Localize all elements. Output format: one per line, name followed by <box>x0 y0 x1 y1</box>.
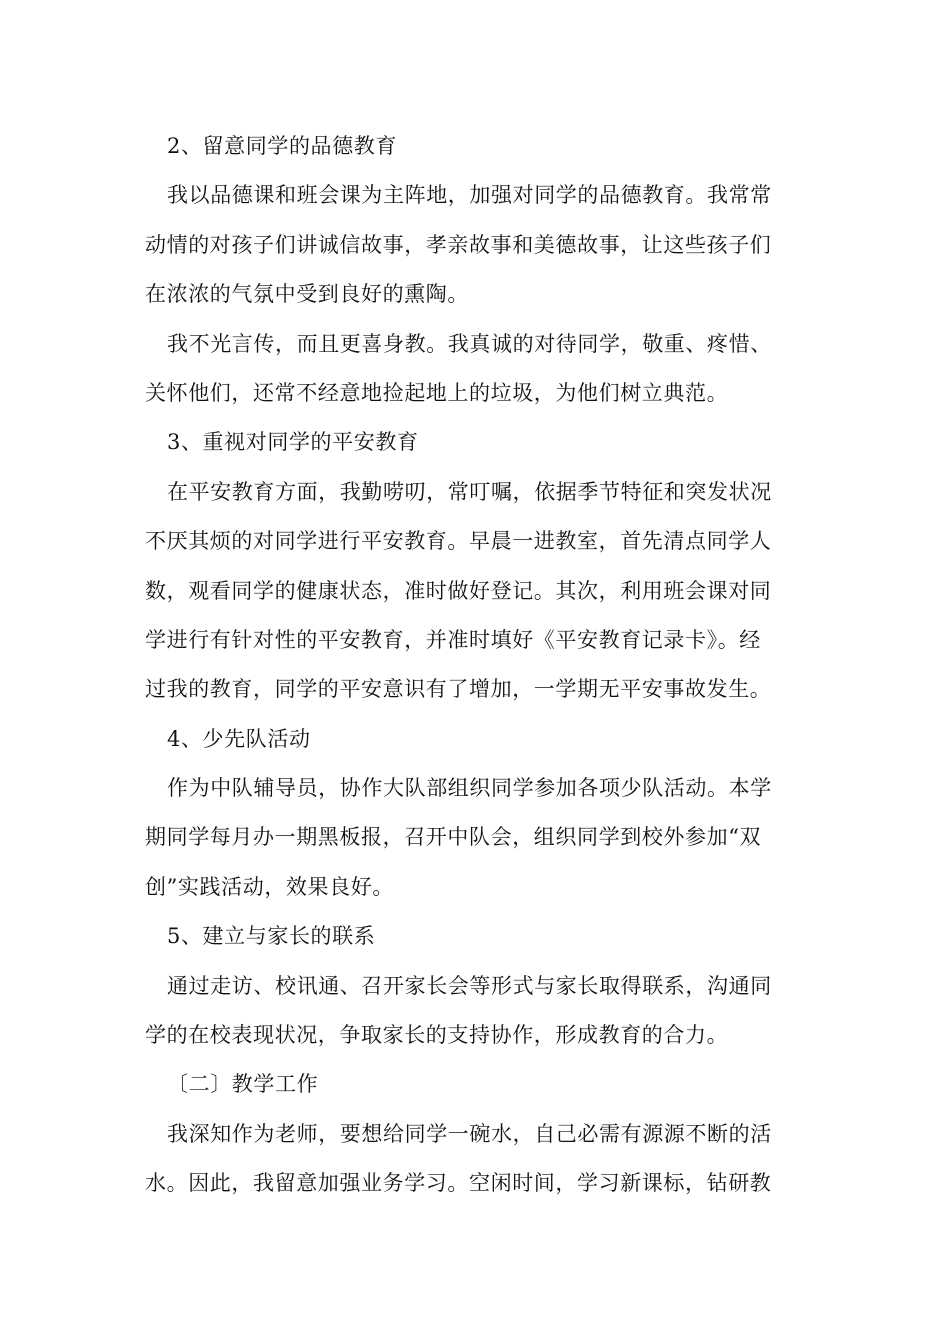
paragraph-line: 不厌其烦的对同学进行平安教育。早晨一进教室，首先清点同学人 <box>145 529 772 554</box>
paragraph-line: 学的在校表现状况，争取家长的支持协作，形成教育的合力。 <box>145 1023 729 1048</box>
paragraph-line: 关怀他们，还常不经意地捡起地上的垃圾，为他们树立典范。 <box>145 380 729 405</box>
paragraph-line: 期同学每月办一期黑板报，召开中队会，组织同学到校外参加“双 <box>145 825 762 850</box>
section-heading-safety-education: 3、重视对同学的平安教育 <box>167 430 419 455</box>
paragraph-line: 过我的教育，同学的平安意识有了增加，一学期无平安事故发生。 <box>145 677 772 702</box>
document-page <box>145 122 805 1209</box>
section-heading-parent-contact: 5、建立与家长的联系 <box>167 924 376 949</box>
paragraph-line: 创”实践活动，效果良好。 <box>145 874 394 899</box>
paragraph-line: 数，观看同学的健康状态，准时做好登记。其次，利用班会课对同 <box>145 578 772 603</box>
paragraph-line: 在浓浓的气氛中受到良好的熏陶。 <box>145 282 469 307</box>
paragraph-line: 水。因此，我留意加强业务学习。空闲时间，学习新课标，钻研教 <box>145 1171 772 1196</box>
section-heading-moral-education: 2、留意同学的品德教育 <box>167 134 397 158</box>
paragraph-line: 作为中队辅导员，协作大队部组织同学参加各项少队活动。本学 <box>167 776 772 801</box>
section-heading-teaching-work: 〔二〕教学工作 <box>167 1072 319 1097</box>
paragraph-line: 学进行有针对性的平安教育，并准时填好《平安教育记录卡》。经 <box>145 627 761 652</box>
paragraph-line: 在平安教育方面，我勤唠叨，常叮嘱，依据季节特征和突发状况 <box>167 479 772 504</box>
section-heading-young-pioneers: 4、少先队活动 <box>167 726 311 751</box>
paragraph-line: 通过走访、校讯通、召开家长会等形式与家长取得联系，沟通同 <box>167 973 772 998</box>
paragraph-line: 我以品德课和班会课为主阵地，加强对同学的品德教育。我常常 <box>167 183 772 208</box>
paragraph-line: 我深知作为老师，要想给同学一碗水，自己必需有源源不断的活 <box>167 1121 772 1146</box>
paragraph-line: 我不光言传，而且更喜身教。我真诚的对待同学，敬重、疼惜、 <box>167 331 772 356</box>
paragraph-line: 动情的对孩子们讲诚信故事，孝亲故事和美德故事，让这些孩子们 <box>145 232 772 257</box>
